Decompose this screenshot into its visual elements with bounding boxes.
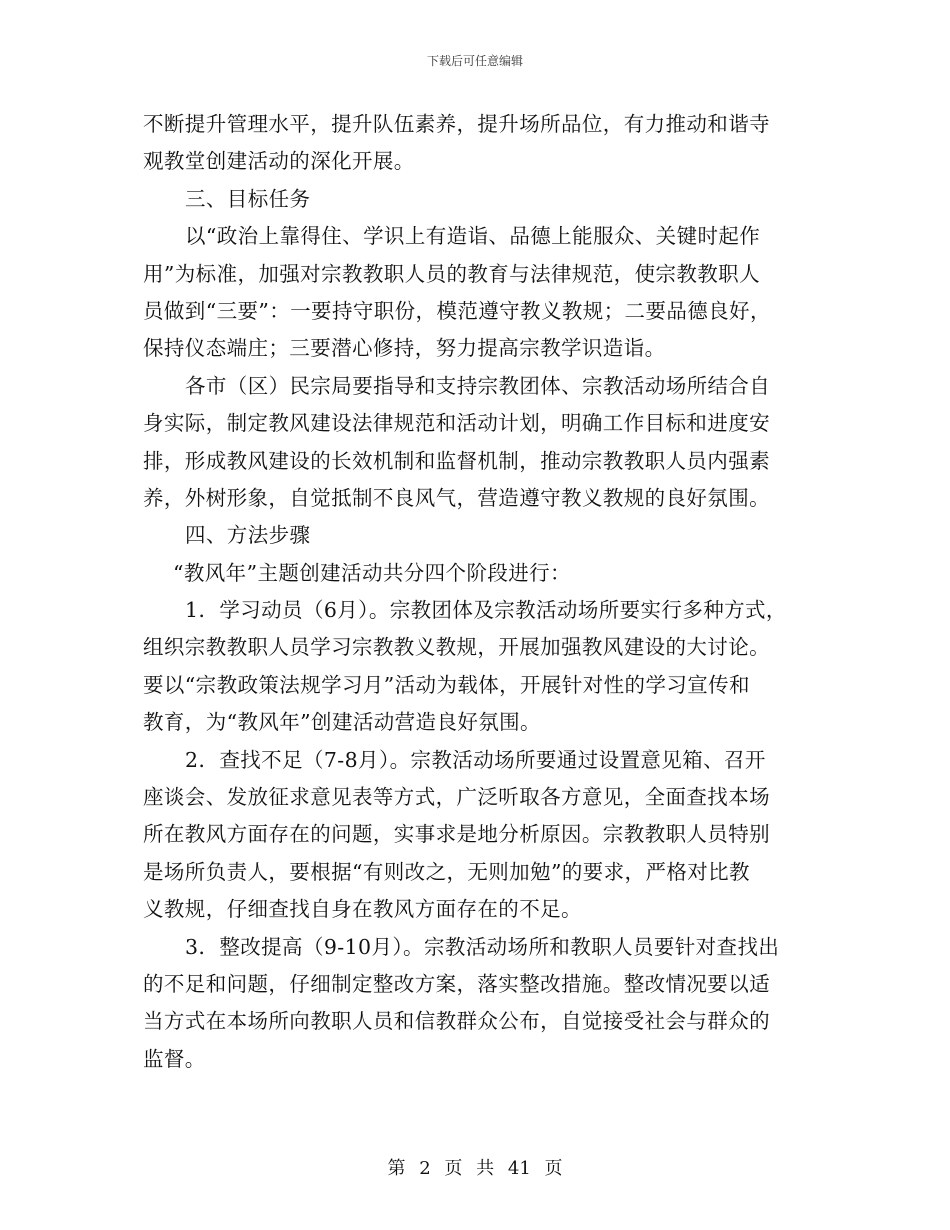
body-line: 员做到“三要”：一要持守职份，模范遵守教义教规；二要品德良好， <box>143 298 771 323</box>
page-footer <box>0 1154 950 1180</box>
body-line: 3．整改提高（9-10月）。宗教活动场所和教职人员要针对查找出 <box>185 934 780 959</box>
page-header: 下载后可任意编辑 <box>426 54 523 68</box>
body-line: 2．查找不足（7-8月）。宗教活动场所要通过设置意见箱、召开 <box>185 747 766 772</box>
footer-prefix: 第 <box>387 1158 406 1179</box>
body-line: 用”为标准，加强对宗教教职人员的教育与法律规范，使宗教教职人 <box>143 261 760 286</box>
footer-total-prefix: 共 <box>476 1158 495 1179</box>
body-line: 是场所负责人，要根据“有则改之，无则加勉”的要求，严格对比教 <box>143 859 750 884</box>
footer-middle: 页 <box>444 1158 463 1179</box>
body-line: 各市（区）民宗局要指导和支持宗教团体、宗教活动场所结合自 <box>185 373 771 398</box>
body-line: 座谈会、发放征求意见表等方式，广泛听取各方意见，全面查找本场 <box>143 785 770 810</box>
body-line: 排，形成教风建设的长效机制和监督机制，推动宗教教职人员内强素 <box>143 448 770 473</box>
body-line: 当方式在本场所向教职人员和信教群众公布，自觉接受社会与群众的 <box>143 1009 770 1034</box>
body-line: 不断提升管理水平，提升队伍素养，提升场所品位，有力推动和谐寺 <box>143 112 770 136</box>
body-line: 监督。 <box>143 1046 206 1071</box>
body-line: 所在教风方面存在的问题，实事求是地分析原因。宗教教职人员特别 <box>143 822 770 847</box>
body-line: 保持仪态端庄；三要潜心修持，努力提高宗教学识造诣。 <box>143 336 666 361</box>
total-pages: 41 <box>507 1158 531 1179</box>
section-heading: 四、方法步骤 <box>185 523 311 548</box>
body-line: “教风年”主题创建活动共分四个阶段进行： <box>173 560 571 585</box>
body-line: 养，外树形象，自觉抵制不良风气，营造遵守教义教规的良好氛围。 <box>143 485 770 510</box>
body-line: 身实际，制定教风建设法律规范和活动计划，明确工作目标和进度安 <box>143 411 770 436</box>
body-line: 1．学习动员（6月）。宗教团体及宗教活动场所要实行多种方式， <box>185 598 787 623</box>
body-line: 观教堂创建活动的深化开展。 <box>143 149 415 174</box>
body-line: 组织宗教教职人员学习宗教教义教规，开展加强教风建设的大讨论。 <box>143 635 770 660</box>
body-line: 以“政治上靠得住、学识上有造诣、品德上能服众、关键时起作 <box>185 224 761 249</box>
body-line: 义教规，仔细查找自身在教风方面存在的不足。 <box>143 897 582 922</box>
body-line: 的不足和问题，仔细制定整改方案，落实整改措施。整改情况要以适 <box>143 971 770 996</box>
document-body <box>143 106 811 1078</box>
body-line: 教育，为“教风年”创建活动营造良好氛围。 <box>143 710 541 735</box>
page-number: 2 <box>419 1158 431 1179</box>
section-heading: 三、目标任务 <box>185 186 311 211</box>
body-line: 要以“宗教政策法规学习月”活动为载体，开展针对性的学习宣传和 <box>143 672 750 697</box>
footer-suffix: 页 <box>544 1158 563 1179</box>
